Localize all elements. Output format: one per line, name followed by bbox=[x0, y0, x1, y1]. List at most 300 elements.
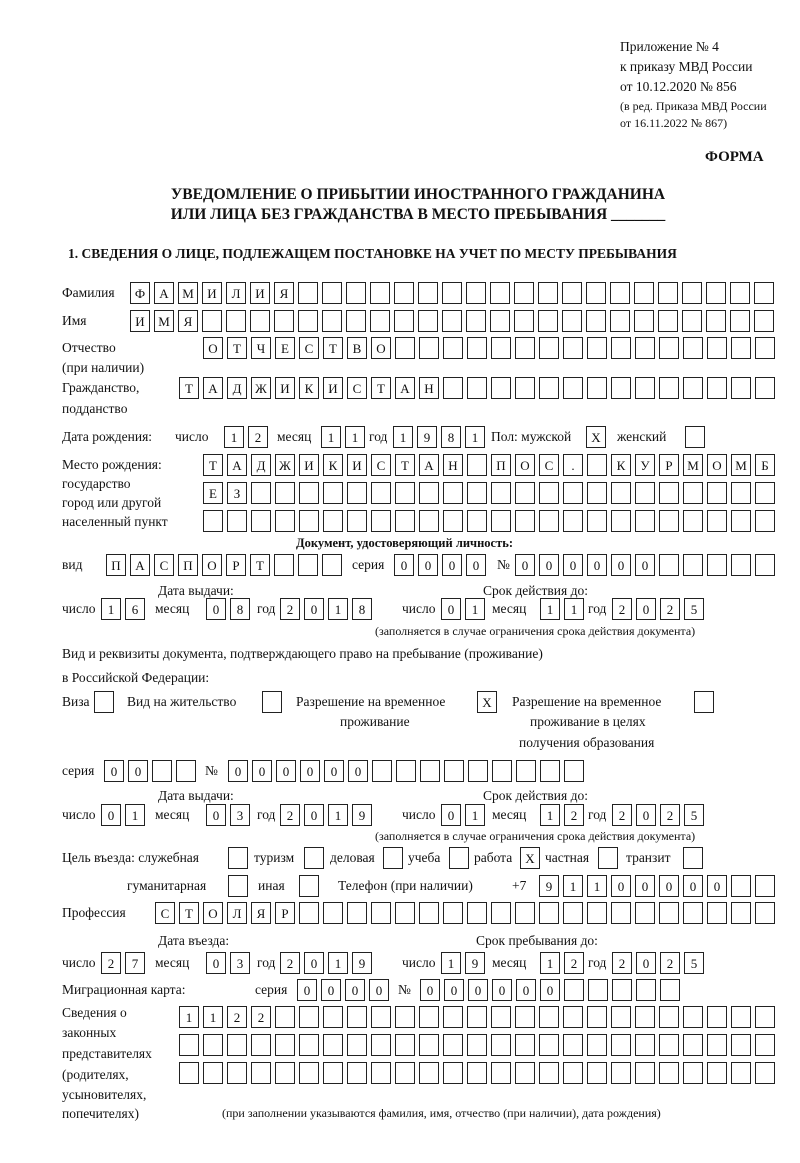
visa-checkbox[interactable] bbox=[94, 691, 114, 713]
citizenship-boxes[interactable] bbox=[179, 377, 775, 399]
char-box[interactable] bbox=[371, 510, 391, 532]
char-box[interactable] bbox=[176, 760, 196, 782]
char-box[interactable] bbox=[275, 1006, 295, 1028]
char-box[interactable]: 2 bbox=[280, 952, 300, 974]
char-box[interactable] bbox=[395, 510, 415, 532]
temp-edu-checkbox[interactable] bbox=[694, 691, 714, 713]
char-box[interactable] bbox=[251, 482, 271, 504]
char-box[interactable]: Л bbox=[226, 282, 246, 304]
char-box[interactable]: А bbox=[203, 377, 223, 399]
char-box[interactable]: 2 bbox=[251, 1006, 271, 1028]
char-box[interactable] bbox=[299, 510, 319, 532]
checkbox[interactable] bbox=[228, 875, 248, 897]
char-box[interactable]: 0 bbox=[539, 554, 559, 576]
char-box[interactable] bbox=[490, 310, 510, 332]
char-box[interactable] bbox=[395, 1062, 415, 1084]
char-box[interactable] bbox=[730, 282, 750, 304]
char-box[interactable] bbox=[491, 377, 511, 399]
char-box[interactable]: Ф bbox=[130, 282, 150, 304]
char-box[interactable] bbox=[227, 510, 247, 532]
char-box[interactable] bbox=[731, 1006, 751, 1028]
char-box[interactable]: 2 bbox=[564, 952, 584, 974]
char-box[interactable] bbox=[323, 510, 343, 532]
char-box[interactable]: 0 bbox=[636, 952, 656, 974]
char-box[interactable]: 0 bbox=[304, 952, 324, 974]
checkbox[interactable] bbox=[228, 847, 248, 869]
char-box[interactable] bbox=[275, 510, 295, 532]
temp-res-checkbox[interactable] bbox=[477, 691, 497, 713]
char-box[interactable] bbox=[515, 1006, 535, 1028]
char-box[interactable]: 1 bbox=[441, 952, 461, 974]
char-box[interactable]: Т bbox=[179, 902, 199, 924]
char-box[interactable]: 0 bbox=[441, 804, 461, 826]
char-box[interactable] bbox=[539, 902, 559, 924]
char-box[interactable]: С bbox=[347, 377, 367, 399]
char-box[interactable] bbox=[515, 1062, 535, 1084]
patronymic-boxes[interactable] bbox=[203, 337, 775, 359]
char-box[interactable]: К bbox=[323, 454, 343, 476]
char-box[interactable]: 0 bbox=[345, 979, 365, 1001]
char-box[interactable] bbox=[514, 282, 534, 304]
char-box[interactable] bbox=[587, 510, 607, 532]
char-box[interactable]: 3 bbox=[230, 952, 250, 974]
char-box[interactable]: М bbox=[154, 310, 174, 332]
char-box[interactable]: Е bbox=[203, 482, 223, 504]
char-box[interactable]: 2 bbox=[660, 804, 680, 826]
char-box[interactable]: 1 bbox=[563, 875, 583, 897]
checkbox[interactable]: X bbox=[520, 847, 540, 869]
char-box[interactable] bbox=[563, 482, 583, 504]
char-box[interactable]: 1 bbox=[328, 598, 348, 620]
char-box[interactable] bbox=[419, 1034, 439, 1056]
char-box[interactable] bbox=[418, 310, 438, 332]
char-box[interactable] bbox=[323, 1006, 343, 1028]
id-number-boxes[interactable] bbox=[515, 554, 775, 576]
char-box[interactable] bbox=[202, 310, 222, 332]
checkbox[interactable] bbox=[383, 847, 403, 869]
char-box[interactable] bbox=[346, 282, 366, 304]
char-box[interactable]: А bbox=[419, 454, 439, 476]
char-box[interactable] bbox=[539, 510, 559, 532]
char-box[interactable] bbox=[443, 337, 463, 359]
surname-boxes[interactable] bbox=[130, 282, 774, 304]
char-box[interactable]: 1 bbox=[393, 426, 413, 448]
reps-row2[interactable] bbox=[179, 1034, 775, 1056]
char-box[interactable]: 0 bbox=[466, 554, 486, 576]
char-box[interactable] bbox=[731, 554, 751, 576]
char-box[interactable] bbox=[395, 1006, 415, 1028]
char-box[interactable]: 5 bbox=[684, 952, 704, 974]
char-box[interactable]: И bbox=[299, 454, 319, 476]
char-box[interactable] bbox=[467, 1034, 487, 1056]
char-box[interactable]: 0 bbox=[128, 760, 148, 782]
char-box[interactable] bbox=[371, 1034, 391, 1056]
char-box[interactable] bbox=[491, 482, 511, 504]
char-box[interactable] bbox=[419, 510, 439, 532]
char-box[interactable] bbox=[275, 1034, 295, 1056]
char-box[interactable] bbox=[298, 282, 318, 304]
phone-boxes[interactable] bbox=[539, 875, 775, 897]
checkbox[interactable] bbox=[683, 847, 703, 869]
char-box[interactable]: 0 bbox=[252, 760, 272, 782]
char-box[interactable] bbox=[419, 482, 439, 504]
char-box[interactable] bbox=[179, 1062, 199, 1084]
char-box[interactable]: 2 bbox=[660, 598, 680, 620]
birth-place-row3[interactable] bbox=[203, 510, 775, 532]
char-box[interactable] bbox=[467, 902, 487, 924]
reps-row1[interactable] bbox=[179, 1006, 775, 1028]
char-box[interactable] bbox=[683, 337, 703, 359]
char-box[interactable] bbox=[731, 377, 751, 399]
char-box[interactable] bbox=[419, 337, 439, 359]
char-box[interactable]: П bbox=[106, 554, 126, 576]
char-box[interactable] bbox=[635, 337, 655, 359]
char-box[interactable] bbox=[467, 1006, 487, 1028]
char-box[interactable]: 0 bbox=[635, 554, 655, 576]
char-box[interactable]: И bbox=[202, 282, 222, 304]
char-box[interactable]: 1 bbox=[321, 426, 341, 448]
char-box[interactable] bbox=[323, 902, 343, 924]
char-box[interactable] bbox=[731, 902, 751, 924]
char-box[interactable]: О bbox=[203, 337, 223, 359]
char-box[interactable]: 0 bbox=[540, 979, 560, 1001]
char-box[interactable] bbox=[755, 510, 775, 532]
char-box[interactable] bbox=[564, 979, 584, 1001]
char-box[interactable] bbox=[731, 1062, 751, 1084]
char-box[interactable] bbox=[683, 902, 703, 924]
char-box[interactable] bbox=[444, 760, 464, 782]
char-box[interactable]: 2 bbox=[227, 1006, 247, 1028]
char-box[interactable]: 0 bbox=[515, 554, 535, 576]
char-box[interactable]: 0 bbox=[418, 554, 438, 576]
char-box[interactable]: 0 bbox=[441, 598, 461, 620]
char-box[interactable] bbox=[322, 310, 342, 332]
char-box[interactable]: Я bbox=[274, 282, 294, 304]
right-issue-year-boxes[interactable] bbox=[280, 804, 372, 826]
char-box[interactable]: 0 bbox=[206, 952, 226, 974]
char-box[interactable] bbox=[467, 510, 487, 532]
char-box[interactable] bbox=[563, 902, 583, 924]
char-box[interactable] bbox=[587, 1006, 607, 1028]
char-box[interactable]: 0 bbox=[276, 760, 296, 782]
char-box[interactable] bbox=[636, 979, 656, 1001]
checkbox[interactable] bbox=[262, 691, 282, 713]
char-box[interactable]: 1 bbox=[465, 804, 485, 826]
char-box[interactable] bbox=[635, 482, 655, 504]
char-box[interactable] bbox=[683, 1034, 703, 1056]
char-box[interactable]: 0 bbox=[304, 598, 324, 620]
char-box[interactable] bbox=[731, 510, 751, 532]
char-box[interactable] bbox=[371, 1006, 391, 1028]
char-box[interactable]: 1 bbox=[328, 952, 348, 974]
sex-male-checkbox[interactable] bbox=[586, 426, 606, 448]
char-box[interactable]: И bbox=[275, 377, 295, 399]
char-box[interactable] bbox=[299, 1062, 319, 1084]
char-box[interactable] bbox=[515, 510, 535, 532]
char-box[interactable]: Р bbox=[226, 554, 246, 576]
char-box[interactable]: С bbox=[155, 902, 175, 924]
id-series-boxes[interactable] bbox=[394, 554, 486, 576]
char-box[interactable] bbox=[152, 760, 172, 782]
char-box[interactable]: М bbox=[683, 454, 703, 476]
char-box[interactable]: К bbox=[299, 377, 319, 399]
char-box[interactable]: Н bbox=[419, 377, 439, 399]
char-box[interactable] bbox=[419, 1006, 439, 1028]
char-box[interactable] bbox=[443, 1062, 463, 1084]
birth-place-row1[interactable] bbox=[203, 454, 775, 476]
char-box[interactable] bbox=[274, 554, 294, 576]
char-box[interactable] bbox=[755, 1006, 775, 1028]
checkbox[interactable] bbox=[694, 691, 714, 713]
char-box[interactable] bbox=[563, 510, 583, 532]
char-box[interactable] bbox=[659, 337, 679, 359]
char-box[interactable]: В bbox=[347, 337, 367, 359]
char-box[interactable]: 2 bbox=[564, 804, 584, 826]
char-box[interactable]: О bbox=[203, 902, 223, 924]
id-issue-day-boxes[interactable] bbox=[101, 598, 145, 620]
char-box[interactable] bbox=[491, 510, 511, 532]
char-box[interactable] bbox=[371, 1062, 391, 1084]
purpose-private-checkbox[interactable] bbox=[598, 847, 618, 869]
char-box[interactable] bbox=[323, 482, 343, 504]
char-box[interactable] bbox=[683, 482, 703, 504]
char-box[interactable] bbox=[587, 1062, 607, 1084]
char-box[interactable] bbox=[587, 337, 607, 359]
char-box[interactable]: 0 bbox=[348, 760, 368, 782]
char-box[interactable] bbox=[611, 337, 631, 359]
char-box[interactable] bbox=[540, 760, 560, 782]
char-box[interactable] bbox=[395, 1034, 415, 1056]
char-box[interactable]: С bbox=[299, 337, 319, 359]
char-box[interactable] bbox=[347, 1062, 367, 1084]
purpose-humanitarian-checkbox[interactable] bbox=[228, 875, 248, 897]
char-box[interactable]: А bbox=[395, 377, 415, 399]
char-box[interactable] bbox=[203, 510, 223, 532]
char-box[interactable] bbox=[251, 1062, 271, 1084]
char-box[interactable] bbox=[322, 282, 342, 304]
char-box[interactable]: Р bbox=[659, 454, 679, 476]
char-box[interactable]: А bbox=[154, 282, 174, 304]
profession-boxes[interactable] bbox=[155, 902, 775, 924]
char-box[interactable] bbox=[660, 979, 680, 1001]
char-box[interactable]: 1 bbox=[125, 804, 145, 826]
char-box[interactable]: 7 bbox=[125, 952, 145, 974]
char-box[interactable] bbox=[370, 282, 390, 304]
purpose-tourism-checkbox[interactable] bbox=[304, 847, 324, 869]
char-box[interactable] bbox=[586, 282, 606, 304]
char-box[interactable] bbox=[442, 282, 462, 304]
char-box[interactable] bbox=[443, 902, 463, 924]
char-box[interactable] bbox=[443, 482, 463, 504]
char-box[interactable] bbox=[538, 282, 558, 304]
char-box[interactable] bbox=[755, 554, 775, 576]
birth-month-boxes[interactable] bbox=[321, 426, 365, 448]
char-box[interactable]: З bbox=[227, 482, 247, 504]
char-box[interactable] bbox=[515, 482, 535, 504]
char-box[interactable] bbox=[347, 1006, 367, 1028]
char-box[interactable]: 9 bbox=[352, 952, 372, 974]
char-box[interactable] bbox=[467, 482, 487, 504]
char-box[interactable] bbox=[347, 510, 367, 532]
char-box[interactable]: 0 bbox=[468, 979, 488, 1001]
char-box[interactable] bbox=[707, 482, 727, 504]
char-box[interactable]: 0 bbox=[492, 979, 512, 1001]
char-box[interactable]: 1 bbox=[540, 598, 560, 620]
char-box[interactable] bbox=[492, 760, 512, 782]
char-box[interactable]: 0 bbox=[394, 554, 414, 576]
char-box[interactable] bbox=[731, 337, 751, 359]
char-box[interactable] bbox=[683, 510, 703, 532]
char-box[interactable] bbox=[755, 337, 775, 359]
char-box[interactable] bbox=[683, 1062, 703, 1084]
char-box[interactable] bbox=[467, 337, 487, 359]
char-box[interactable]: 1 bbox=[101, 598, 121, 620]
char-box[interactable]: 1 bbox=[587, 875, 607, 897]
char-box[interactable] bbox=[563, 337, 583, 359]
checkbox[interactable]: X bbox=[477, 691, 497, 713]
char-box[interactable] bbox=[587, 1034, 607, 1056]
char-box[interactable]: 0 bbox=[587, 554, 607, 576]
birth-place-row2[interactable] bbox=[203, 482, 775, 504]
char-box[interactable] bbox=[323, 1034, 343, 1056]
char-box[interactable]: 1 bbox=[465, 598, 485, 620]
char-box[interactable]: 9 bbox=[352, 804, 372, 826]
purpose-business-checkbox[interactable] bbox=[383, 847, 403, 869]
char-box[interactable] bbox=[491, 902, 511, 924]
char-box[interactable] bbox=[371, 902, 391, 924]
purpose-study-checkbox[interactable] bbox=[449, 847, 469, 869]
char-box[interactable]: Т bbox=[250, 554, 270, 576]
char-box[interactable]: 0 bbox=[101, 804, 121, 826]
char-box[interactable]: Н bbox=[443, 454, 463, 476]
char-box[interactable] bbox=[587, 902, 607, 924]
char-box[interactable] bbox=[707, 1062, 727, 1084]
char-box[interactable]: Р bbox=[275, 902, 295, 924]
char-box[interactable] bbox=[491, 1062, 511, 1084]
char-box[interactable] bbox=[468, 760, 488, 782]
char-box[interactable] bbox=[418, 282, 438, 304]
char-box[interactable] bbox=[466, 282, 486, 304]
char-box[interactable] bbox=[611, 510, 631, 532]
char-box[interactable] bbox=[730, 310, 750, 332]
char-box[interactable] bbox=[299, 1006, 319, 1028]
char-box[interactable] bbox=[659, 554, 679, 576]
char-box[interactable]: Т bbox=[395, 454, 415, 476]
char-box[interactable] bbox=[347, 902, 367, 924]
char-box[interactable]: Б bbox=[755, 454, 775, 476]
char-box[interactable]: П bbox=[491, 454, 511, 476]
char-box[interactable]: С bbox=[371, 454, 391, 476]
char-box[interactable] bbox=[755, 1062, 775, 1084]
char-box[interactable] bbox=[539, 337, 559, 359]
char-box[interactable] bbox=[515, 337, 535, 359]
char-box[interactable] bbox=[394, 282, 414, 304]
char-box[interactable] bbox=[707, 554, 727, 576]
char-box[interactable] bbox=[755, 1034, 775, 1056]
char-box[interactable]: Т bbox=[323, 337, 343, 359]
char-box[interactable] bbox=[491, 1034, 511, 1056]
char-box[interactable]: Ч bbox=[251, 337, 271, 359]
residence-checkbox[interactable] bbox=[262, 691, 282, 713]
char-box[interactable] bbox=[372, 760, 392, 782]
char-box[interactable] bbox=[635, 1034, 655, 1056]
char-box[interactable] bbox=[323, 1062, 343, 1084]
char-box[interactable] bbox=[443, 377, 463, 399]
char-box[interactable]: 2 bbox=[660, 952, 680, 974]
char-box[interactable] bbox=[563, 1062, 583, 1084]
char-box[interactable]: П bbox=[178, 554, 198, 576]
char-box[interactable] bbox=[731, 1034, 751, 1056]
char-box[interactable]: 6 bbox=[125, 598, 145, 620]
char-box[interactable] bbox=[298, 554, 318, 576]
char-box[interactable] bbox=[467, 377, 487, 399]
char-box[interactable]: Д bbox=[251, 454, 271, 476]
char-box[interactable] bbox=[659, 1006, 679, 1028]
char-box[interactable] bbox=[634, 282, 654, 304]
char-box[interactable] bbox=[635, 902, 655, 924]
char-box[interactable]: Л bbox=[227, 902, 247, 924]
char-box[interactable] bbox=[731, 482, 751, 504]
char-box[interactable]: 0 bbox=[104, 760, 124, 782]
id-issue-month-boxes[interactable] bbox=[206, 598, 250, 620]
char-box[interactable] bbox=[588, 979, 608, 1001]
char-box[interactable] bbox=[635, 510, 655, 532]
char-box[interactable]: А bbox=[227, 454, 247, 476]
char-box[interactable]: И bbox=[130, 310, 150, 332]
char-box[interactable] bbox=[563, 377, 583, 399]
char-box[interactable] bbox=[515, 377, 535, 399]
char-box[interactable]: М bbox=[731, 454, 751, 476]
char-box[interactable] bbox=[755, 902, 775, 924]
stay-month-boxes[interactable] bbox=[540, 952, 584, 974]
char-box[interactable] bbox=[539, 377, 559, 399]
birth-year-boxes[interactable] bbox=[393, 426, 485, 448]
char-box[interactable] bbox=[419, 1062, 439, 1084]
char-box[interactable]: О bbox=[515, 454, 535, 476]
char-box[interactable] bbox=[347, 482, 367, 504]
sex-female-checkbox[interactable] bbox=[685, 426, 705, 448]
right-valid-month-boxes[interactable] bbox=[540, 804, 584, 826]
entry-day-boxes[interactable] bbox=[101, 952, 145, 974]
char-box[interactable] bbox=[707, 1034, 727, 1056]
char-box[interactable] bbox=[707, 510, 727, 532]
entry-month-boxes[interactable] bbox=[206, 952, 250, 974]
char-box[interactable]: 2 bbox=[280, 598, 300, 620]
char-box[interactable] bbox=[611, 902, 631, 924]
char-box[interactable] bbox=[346, 310, 366, 332]
char-box[interactable]: 9 bbox=[539, 875, 559, 897]
char-box[interactable] bbox=[322, 554, 342, 576]
purpose-official-checkbox[interactable] bbox=[228, 847, 248, 869]
char-box[interactable] bbox=[683, 554, 703, 576]
char-box[interactable]: 8 bbox=[441, 426, 461, 448]
char-box[interactable] bbox=[203, 1034, 223, 1056]
char-box[interactable]: 1 bbox=[540, 952, 560, 974]
char-box[interactable]: 0 bbox=[444, 979, 464, 1001]
char-box[interactable] bbox=[562, 310, 582, 332]
char-box[interactable]: 1 bbox=[224, 426, 244, 448]
char-box[interactable]: 0 bbox=[369, 979, 389, 1001]
char-box[interactable]: С bbox=[154, 554, 174, 576]
purpose-work-checkbox[interactable] bbox=[520, 847, 540, 869]
char-box[interactable] bbox=[299, 902, 319, 924]
checkbox[interactable] bbox=[449, 847, 469, 869]
char-box[interactable]: Т bbox=[203, 454, 223, 476]
char-box[interactable] bbox=[563, 1034, 583, 1056]
char-box[interactable]: Д bbox=[227, 377, 247, 399]
checkbox[interactable] bbox=[299, 875, 319, 897]
char-box[interactable] bbox=[467, 454, 487, 476]
